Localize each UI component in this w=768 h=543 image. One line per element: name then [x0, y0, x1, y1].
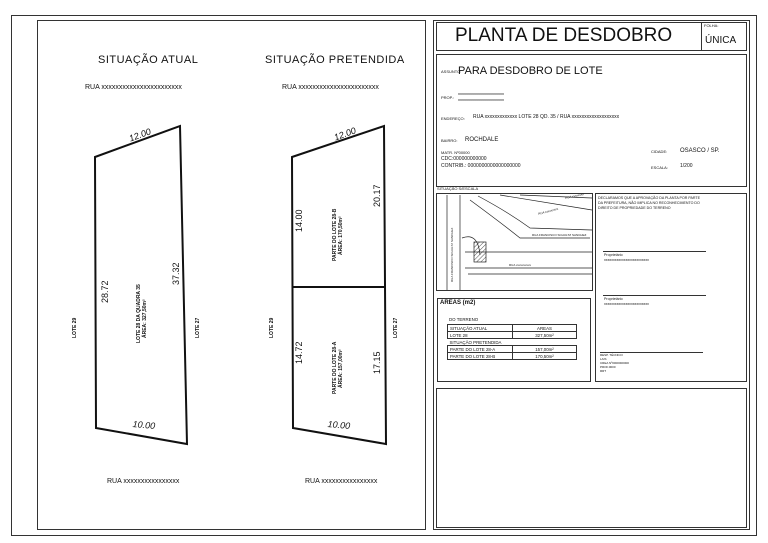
- map-street-5: RUA xxxxxxxxxx: [509, 263, 532, 267]
- map-street-3: RUA FRANCISCO SCHULTZ SANCHEZ: [532, 233, 587, 237]
- prop-line2: xxxxxxxxxxxxxxxxxxxxxxx: [458, 97, 504, 102]
- areas-do-terreno: DO TERRENO: [449, 317, 479, 322]
- blank-section: [436, 388, 747, 528]
- atual-rua-bottom: RUA xxxxxxxxxxxxxxxx: [107, 478, 180, 485]
- pretendida-lower-line2: ÁREA: 157,00m²: [338, 349, 344, 388]
- situacao-map-frame: [436, 193, 593, 291]
- atual-dim-left: 28.72: [100, 280, 110, 303]
- areas-table: [447, 324, 577, 360]
- resp-tecnico-2: LAIS: [600, 357, 607, 361]
- atual-dim-top: 12.00: [127, 126, 153, 144]
- cdc: CDC:000000000000: [441, 156, 487, 162]
- pretendida-lote-left: LOTE 29: [269, 317, 275, 338]
- atual-lote-left: LOTE 29: [72, 317, 78, 338]
- areas-title: AREAS (m2): [440, 300, 476, 306]
- resp-tecnico-1: RESP. TÉCNICO: [600, 353, 623, 357]
- signature-line-2: [603, 295, 706, 296]
- bairro-value: ROCHDALE: [465, 137, 499, 143]
- atual-center-line1: LOTE 28 DA QUADRA 35: [136, 284, 142, 343]
- pretendida-dim-upper-right: 20.17: [372, 184, 382, 207]
- pretendida-rua-bottom: RUA xxxxxxxxxxxxxxxx: [305, 478, 378, 485]
- areas-row1-left: LOTE 28: [448, 332, 513, 339]
- pretendida-dim-lower-right: 17.15: [372, 351, 382, 374]
- prop-line1: xxxxxxxxxxxxxxxxxxxxxxx: [458, 91, 504, 96]
- pretendida-lote-right: LOTE 27: [393, 317, 399, 338]
- pretendida-heading: SITUAÇÃO PRETENDIDA: [265, 54, 405, 66]
- table-row: [448, 353, 577, 360]
- declaracao-line1: DECLARAMOS QUE A APROVAÇÃO DA PLANTA POR PARTE: [598, 196, 700, 200]
- areas-row1-right: 327,50m²: [513, 332, 577, 339]
- pretendida-dim-lower-left: 14.72: [294, 341, 304, 364]
- resp-tecnico-4: PROF.0000: [600, 365, 616, 369]
- prop-label: PROP.:: [441, 95, 455, 100]
- areas-row3-right: 170,50m²: [513, 353, 577, 360]
- atual-heading: SITUAÇÃO ATUAL: [98, 54, 199, 66]
- cidade-value: OSASCO / SP.: [680, 148, 720, 154]
- contrib: CONTRIB.: 0000000000000000000: [441, 163, 521, 169]
- declaracao-line3: DIREITO DE PROPRIEDADE DO TERRENO: [598, 206, 671, 210]
- assunto-value: PARA DESDOBRO DE LOTE: [458, 65, 603, 77]
- pretendida-upper-line2: ÁREA: 170,50m²: [338, 216, 344, 255]
- atual-lote-right: LOTE 27: [195, 317, 201, 338]
- signature-line-1: [603, 251, 706, 252]
- table-row: [448, 332, 577, 339]
- resp-tecnico-3: CREA Nº0000000000: [600, 361, 629, 365]
- bairro-label: BAIRRO:: [441, 138, 458, 143]
- proprietario1-value: xxxxxxxxxxxxxxxxxxxxxxxxx: [604, 258, 649, 262]
- map-street-2: RUA xxxxxxxxx: [537, 206, 559, 216]
- areas-section2: SITUAÇÃO PRETENDIDA: [448, 339, 577, 346]
- areas-row2-left: PARTE DO LOTE 28-A: [448, 346, 513, 353]
- pretendida-upper-line1: PARTE DO LOTE 28-B: [332, 208, 338, 261]
- assunto-label: ASSUNTO:: [441, 69, 462, 74]
- map-street-1: RUA xxxxxxxx: [564, 192, 585, 200]
- cidade-label: CIDADE:: [651, 149, 668, 154]
- pretendida-lower-line1: PARTE DO LOTE 28-A: [332, 341, 338, 394]
- table-row: [448, 346, 577, 353]
- atual-dim-right: 37.32: [171, 262, 181, 285]
- matr: MATR. Nº00000: [441, 150, 470, 155]
- atual-center-line2: ÁREA: 327,50m²: [142, 299, 148, 338]
- endereco-label: ENDEREÇO:: [441, 116, 465, 121]
- folha-value: ÚNICA: [705, 35, 737, 46]
- situacao-label: SITUAÇÃO S/ESCALA: [437, 186, 479, 191]
- endereco-value: RUA xxxxxxxxxxxxx LOTE 28 QD. 35 / RUA xxxxxxxxxxxxxxxxxxx: [473, 114, 620, 120]
- title: PLANTA DE DESDOBRO: [455, 25, 673, 46]
- areas-header-right: AREAS: [513, 325, 577, 332]
- areas-row3-left: PARTE DO LOTE 28-B: [448, 353, 513, 360]
- pretendida-lot-outline: [292, 126, 386, 444]
- pretendida-dim-top: 12.00: [332, 125, 358, 143]
- resp-tecnico-5: RRT: [600, 369, 607, 373]
- proprietario1-label: Proprietário: [604, 253, 623, 257]
- escala-label: ESCALA:: [651, 165, 668, 170]
- pretendida-dim-upper-left: 14.00: [294, 209, 304, 232]
- map-street-vertical: RUA FRANCISCO SCHULTZ SANCHEZ: [450, 227, 454, 282]
- escala-value: 1/200: [680, 163, 693, 169]
- proprietario2-label: Proprietário: [604, 297, 623, 301]
- table-row: [448, 325, 577, 332]
- areas-header-left: SITUAÇÃO ATUAL: [448, 325, 513, 332]
- pretendida-dim-bottom: 10.00: [327, 419, 351, 431]
- folha-label: FOLHA:: [704, 23, 719, 28]
- declaracao-line2: DA PREFEITURA, NÃO IMPLICA NO RECONHECIMENTO DO: [598, 201, 700, 205]
- atual-rua-top: RUA xxxxxxxxxxxxxxxxxxxxxxx: [85, 84, 182, 91]
- pretendida-rua-top: RUA xxxxxxxxxxxxxxxxxxxxxxx: [282, 84, 379, 91]
- table-row: [448, 339, 577, 346]
- areas-row2-right: 157,00m²: [513, 346, 577, 353]
- atual-dim-bottom: 10.00: [132, 419, 156, 431]
- proprietario2-value: xxxxxxxxxxxxxxxxxxxxxxxxx: [604, 302, 649, 306]
